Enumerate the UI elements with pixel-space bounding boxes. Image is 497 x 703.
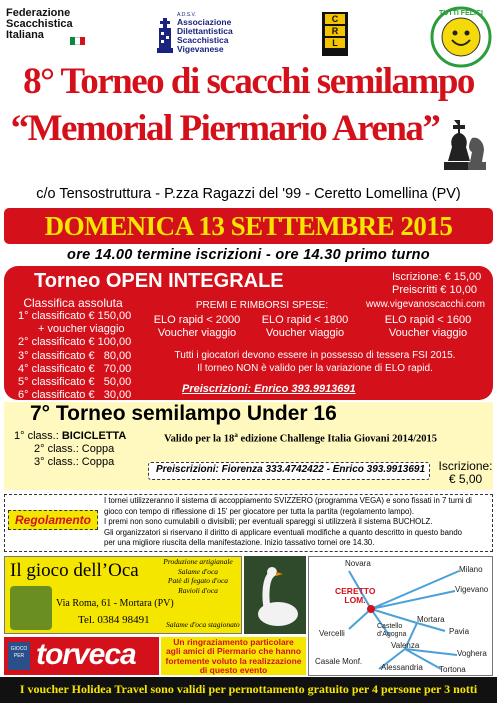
location-map	[308, 556, 493, 676]
italian-flag-icon	[70, 32, 86, 40]
validity-text: Valido per la 18	[164, 433, 235, 445]
thanks-line: fortemente voluto la realizzazione	[165, 655, 302, 666]
thanks-line: agli amici di Piermario che hanno	[165, 646, 302, 657]
regolamento-text	[104, 496, 490, 549]
chess-king-icon	[155, 18, 175, 54]
open-notes	[150, 349, 480, 375]
elo-label: ELO rapid < 2000	[153, 314, 241, 326]
thanks-text	[161, 638, 306, 676]
association-line: Scacchistica	[177, 35, 229, 45]
elo-prize: Voucher viaggio	[265, 327, 345, 339]
classifica-row	[18, 389, 158, 402]
classifica-place: 6° classificato	[18, 389, 86, 402]
map-label: Castello d'Agogna	[377, 623, 407, 638]
oca-product: Ravioli d'oca	[178, 585, 218, 595]
map-label: Casale Monf.	[315, 657, 363, 666]
classifica-row	[18, 350, 158, 363]
open-note: Il torneo NON è valido per la variazione di ELO rapid.	[197, 363, 433, 374]
open-fee: Iscrizione: € 15,00	[392, 271, 482, 283]
website-link[interactable]: www.vigevanoscacchi.com	[366, 299, 485, 310]
tournament-title: 8° Torneo di scacchi semilampo	[23, 61, 474, 102]
thanks-line: di questo evento	[199, 665, 268, 676]
regolamento-label: Regolamento	[8, 510, 98, 530]
map-label: Alessandria	[381, 663, 423, 672]
association-line: Associazione	[177, 17, 232, 27]
validity-text: edizione Challenge Italia Giovani 2014/2015	[237, 433, 438, 445]
oca-address: Via Roma, 61 - Mortara (PV)	[56, 598, 174, 609]
elo-prize: Voucher viaggio	[388, 327, 468, 339]
classifica-place: 3° classificato	[18, 349, 86, 362]
smiley-logo-icon	[430, 6, 492, 68]
premi-title: PREMI E RIMBORSI SPESE:	[195, 300, 329, 311]
fee-value: € 5,00	[448, 472, 483, 486]
under16-class3: 3° class.: Coppa	[34, 456, 115, 468]
under16-fee	[438, 460, 493, 486]
classifica-row	[18, 363, 158, 376]
map-label: Tortona	[439, 665, 466, 674]
oca-products	[156, 557, 240, 595]
elo-block-1600	[378, 314, 478, 340]
association-abbrev: A.D.S.V.	[177, 12, 196, 18]
oca-product: Produzione artigianale	[163, 557, 233, 566]
oca-product-last: Salame d'oca stagionato	[166, 620, 240, 629]
chess-pieces-icon	[436, 116, 488, 174]
oca-name: Il gioco dell’Oca	[10, 560, 139, 581]
crl-letter: R	[325, 26, 345, 36]
elo-block-2000	[152, 314, 242, 340]
oca-phone: Tel. 0384 98491	[78, 614, 150, 626]
regolamento-line: per una migliore riuscita della manifestazione. Inizio tassativo tornei ore 14.30.	[104, 538, 375, 548]
under16-preiscrizioni: Preiscrizioni: Fiorenza 333.4742422 - Enrico 393.9913691	[156, 464, 426, 475]
under16-title: 7° Torneo semilampo Under 16	[30, 402, 337, 425]
elo-label: ELO rapid < 1600	[384, 314, 472, 326]
crl-letter: L	[325, 38, 345, 48]
open-prefee: Preiscritti € 10,00	[392, 284, 477, 296]
open-note: Tutti i giocatori devono essere in possesso di tessera FSI 2015.	[174, 350, 456, 361]
oca-image	[10, 586, 52, 630]
torveca-logo: torveca	[36, 638, 136, 671]
classifica-prize: € 70,00	[88, 362, 132, 375]
elo-prize: Voucher viaggio	[157, 327, 237, 339]
map-label: Pavia	[449, 627, 470, 636]
fee-label: Iscrizione:	[438, 459, 493, 473]
goose-photo-icon	[244, 556, 306, 634]
map-label: Novara	[345, 559, 371, 568]
oca-product: Salame d'oca	[177, 566, 219, 576]
crl-logo	[322, 12, 348, 56]
classifica-prize: € 50,00	[88, 376, 132, 389]
class-prize: BICICLETTA	[61, 430, 127, 442]
classifica-title: Classifica assoluta	[23, 296, 123, 310]
classifica-row	[18, 323, 158, 336]
classifica-row	[18, 376, 158, 389]
association-line: Dilettantistica	[177, 26, 233, 36]
open-preiscrizioni: Preiscrizioni: Enrico 393.9913691	[182, 383, 356, 395]
classifica-list	[18, 310, 158, 402]
regolamento-line: gioco con tempo di riflessione di 15' per giocatore per tutta la partita (regolamento lampo).	[104, 506, 415, 516]
elo-label: ELO rapid < 1800	[261, 314, 349, 326]
association-line: Vigevanese	[177, 44, 224, 54]
event-times: ore 14.00 termine iscrizioni - ore 14.30 primo turno	[67, 247, 430, 263]
map-label-ceretto: CERETTO LOM.	[335, 586, 376, 605]
footer-text: I voucher Holidea Travel sono validi per pernottamento gratuito per 4 persone per 3 notti	[19, 682, 478, 696]
classifica-prize: € 80,00	[88, 349, 132, 362]
smiley-ring-text: TUTTI FELICI	[439, 10, 483, 17]
regolamento-line: I premi non sono cumulabili o divisibili; per eventuali spareggi si utilizzerà il sistema BUCHOLZ.	[104, 517, 433, 527]
classifica-place: 5° classificato	[18, 376, 86, 389]
federation-line: Federazione	[6, 7, 71, 19]
classifica-prize: + voucher viaggio	[38, 323, 125, 336]
regolamento-line: Gli organizzatori si riservano il diritto di applicare eventuali modifiche a quanto descritto in questo bando	[104, 527, 462, 537]
memorial-title: “Memorial Piermario Arena”	[10, 108, 440, 149]
map-label: Mortara	[417, 615, 445, 624]
classifica-place: 1° classificato	[18, 310, 86, 322]
classifica-prize: € 30,00	[88, 389, 132, 402]
classifica-place: 2° classificato	[18, 336, 86, 349]
association-name	[177, 18, 233, 54]
association-logo	[155, 12, 270, 56]
oca-product: Patè di fegato d'oca	[167, 576, 229, 585]
venue-text: c/o Tensostruttura - P.zza Ragazzi del '99 - Ceretto Lomellina (PV)	[36, 186, 461, 202]
open-tournament-title: Torneo OPEN INTEGRALE	[34, 270, 284, 292]
map-label: Vercelli	[319, 629, 345, 638]
classifica-place: 4° classificato	[18, 362, 86, 375]
classifica-row	[18, 310, 158, 323]
map-label: Valenza	[391, 641, 420, 650]
thanks-line: Un ringraziamento particolare	[173, 637, 294, 647]
federation-line: Scacchistica	[6, 18, 73, 30]
torveca-small-logo: GIOCO PER	[8, 642, 30, 670]
federation-line: Italiana	[6, 29, 44, 41]
classifica-prize: € 150,00	[88, 310, 132, 322]
under16-class1	[14, 430, 126, 442]
class-label: 1° class.:	[14, 430, 59, 442]
map-label: Milano	[459, 565, 483, 574]
classifica-prize: € 100,00	[88, 336, 132, 349]
event-date: DOMENICA 13 SETTEMBRE 2015	[44, 211, 453, 241]
under16-class2: 2° class.: Coppa	[34, 443, 115, 455]
regolamento-line: I tornei utilizzeranno il sistema di accoppiamento SVIZZERO (programma VEGA) e sono fissati in 7 turni di	[104, 496, 472, 505]
map-label: Vigevano	[455, 585, 489, 594]
crl-letter: C	[325, 14, 345, 24]
elo-block-1800	[260, 314, 350, 340]
classifica-row	[18, 336, 158, 349]
map-label: Voghera	[457, 649, 487, 658]
under16-validity	[164, 431, 437, 445]
validity-sup: a	[234, 431, 238, 439]
